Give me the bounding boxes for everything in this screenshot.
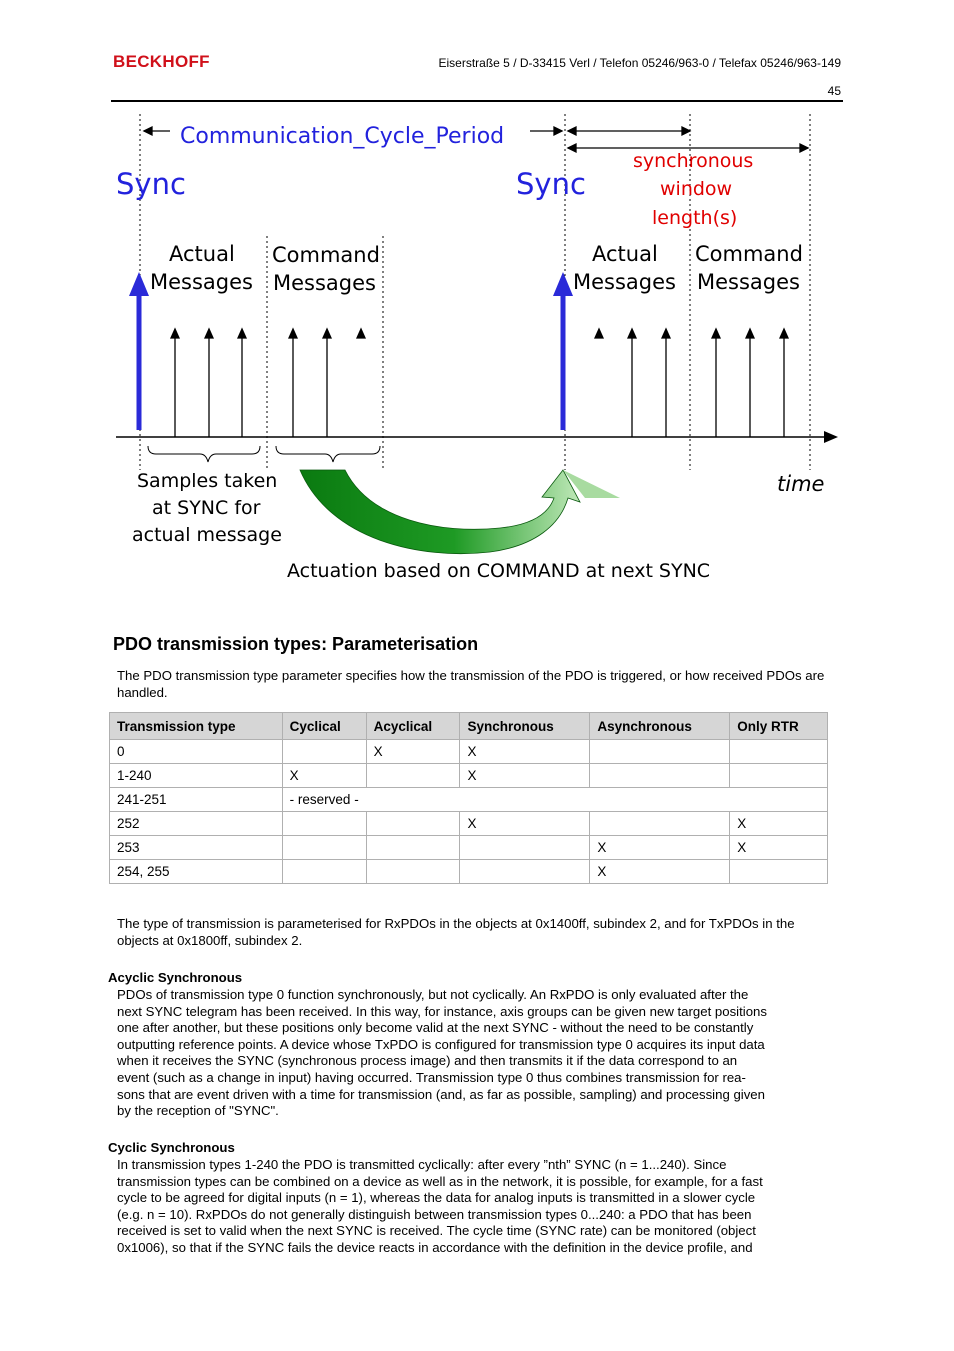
table-cell: 254, 255 [110,860,283,884]
table-header: Asynchronous [590,713,730,740]
command-label-1a: Command [272,243,380,267]
table-cell [730,740,828,764]
table-cell-reserved: - reserved - [282,788,827,812]
samples-line1: Samples taken [137,470,278,492]
table-cell [366,860,460,884]
table-cell: 0 [110,740,283,764]
table-cell: X [366,740,460,764]
text-line: by the reception of "SYNC". [117,1103,279,1119]
time-label: time [777,472,825,496]
samples-line2: at SYNC for [152,497,261,519]
actuation-label: Actuation based on COMMAND at next SYNC [287,560,711,582]
table-cell [366,836,460,860]
actual-label-1a: Actual [169,242,235,266]
cyclic-title: Cyclic Synchronous [108,1140,235,1155]
sync-arrow-2 [553,272,573,430]
acyclic-title: Acyclic Synchronous [108,970,243,985]
table-cell: 1-240 [110,764,283,788]
cyclic-body [117,1157,847,1257]
table-cell: X [590,860,730,884]
table-row [110,740,828,764]
table-header: Only RTR [730,713,828,740]
table-cell: 252 [110,812,283,836]
table-cell: 253 [110,836,283,860]
text-line: PDOs of transmission type 0 function synchronously, but not cyclically. An RxPDO is only evaluated after the [117,987,749,1002]
samples-line3: actual message [132,524,282,546]
table-cell: X [282,764,366,788]
table-row [110,836,828,860]
table-cell: X [460,740,590,764]
table-cell [590,812,730,836]
acyclic-body [117,987,847,1120]
table-cell [366,764,460,788]
cycle-period-label: Communication_Cycle_Period [180,124,505,149]
time-axis [116,431,838,443]
sync-arrow-1 [129,272,149,430]
window-label-line3: length(s) [652,207,738,229]
command-label-1b: Messages [273,271,376,295]
table-cell [460,860,590,884]
table-cell: X [730,836,828,860]
table-cell: X [460,812,590,836]
text-line: when it receives the SYNC (synchronous process image) and then transmits it if the data correspond to an [117,1053,738,1069]
page-number: 45 [827,84,841,98]
transmission-type-table [109,712,828,884]
table-row [110,860,828,884]
table-header: Cyclical [282,713,366,740]
actual-label-2a: Actual [592,242,658,266]
sync-label-2: Sync [516,167,586,201]
table-cell [282,860,366,884]
text-line: event (such as a change in input) having occurred. Transmission type 0 thus combines transmission for rea- [117,1069,746,1085]
command-label-2a: Command [695,242,803,266]
text-line: one after another, but these positions only become valid at the next SYNC - without the need to be constantly [117,1020,754,1036]
braces [148,446,380,462]
sync-label-1: Sync [116,167,186,201]
table-cell: X [460,764,590,788]
command-label-2b: Messages [697,270,800,294]
section-intro: The PDO transmission type parameter specifies how the transmission of the PDO is triggered, or how received PDOs are handled. [117,668,825,700]
table-header: Acyclical [366,713,460,740]
text-line: (e.g. n = 10). RxPDOs do not generally distinguish between transmission types 0...240: a PDO that has been [117,1206,752,1222]
text-line: transmission types can be combined on a device as well as in the network, it is possible, for example, for a fast [117,1173,763,1189]
text-line: 0x1006), so that if the SYNC fails the device reacts in accordance with the definition in the device profile, and [117,1239,753,1255]
section-title: PDO transmission types: Parameterisation [113,634,479,654]
table-cell [460,836,590,860]
table-cell [730,764,828,788]
text-line: received is set to valid when the next SYNC is received. The cycle time (SYNC rate) can be monitored (object [117,1223,756,1239]
text-line: next SYNC telegram has been received. In this way, for instance, axis groups can be given new target positions [117,1003,767,1019]
actuation-arrow [300,470,580,554]
after-table-paragraph: The type of transmission is parameterised for RxPDOs in the objects at 0x1400ff, subindex 2, and for TxPDOs in the objects at 0x1800ff, subindex 2. [117,916,795,948]
table-row [110,788,828,812]
table-cell [282,836,366,860]
table-row [110,812,828,836]
table-cell [282,740,366,764]
beckhoff-logo: BECKHOFF [113,52,210,71]
table-cell [590,740,730,764]
table-cell: X [590,836,730,860]
table-header-row [110,713,828,740]
table-cell: 241-251 [110,788,283,812]
text-line: outputting reference points. A device whose TxPDO is configured for transmission type 0 acquires its input data [117,1036,765,1052]
actual-label-1b: Messages [150,270,253,294]
message-arrows [171,329,788,437]
table-cell [590,764,730,788]
table-cell [282,812,366,836]
table-row [110,764,828,788]
table-cell [366,812,460,836]
table-cell: X [730,812,828,836]
text-line: sons that are event driven with a time for transmission (and, as far as possible, sampling) and processing given [117,1086,765,1102]
window-label-line1: synchronous [633,150,754,172]
window-label-line2: window [660,178,733,200]
table-header: Transmission type [110,713,283,740]
actual-label-2b: Messages [573,270,676,294]
sync-timing-diagram [0,0,954,600]
header-address: Eiserstraße 5 / D-33415 Verl / Telefon 05246/963-0 / Telefax 05246/963-149 [438,56,841,70]
table-cell [730,860,828,884]
text-line: In transmission types 1-240 the PDO is transmitted cyclically: after every ”nth” SYNC (n = 1...240). Since [117,1157,727,1172]
text-line: cycle to be agreed for digital inputs (n = 1), whereas the data for analog inputs is transmitted in a slower cycle [117,1190,756,1206]
table-header: Synchronous [460,713,590,740]
